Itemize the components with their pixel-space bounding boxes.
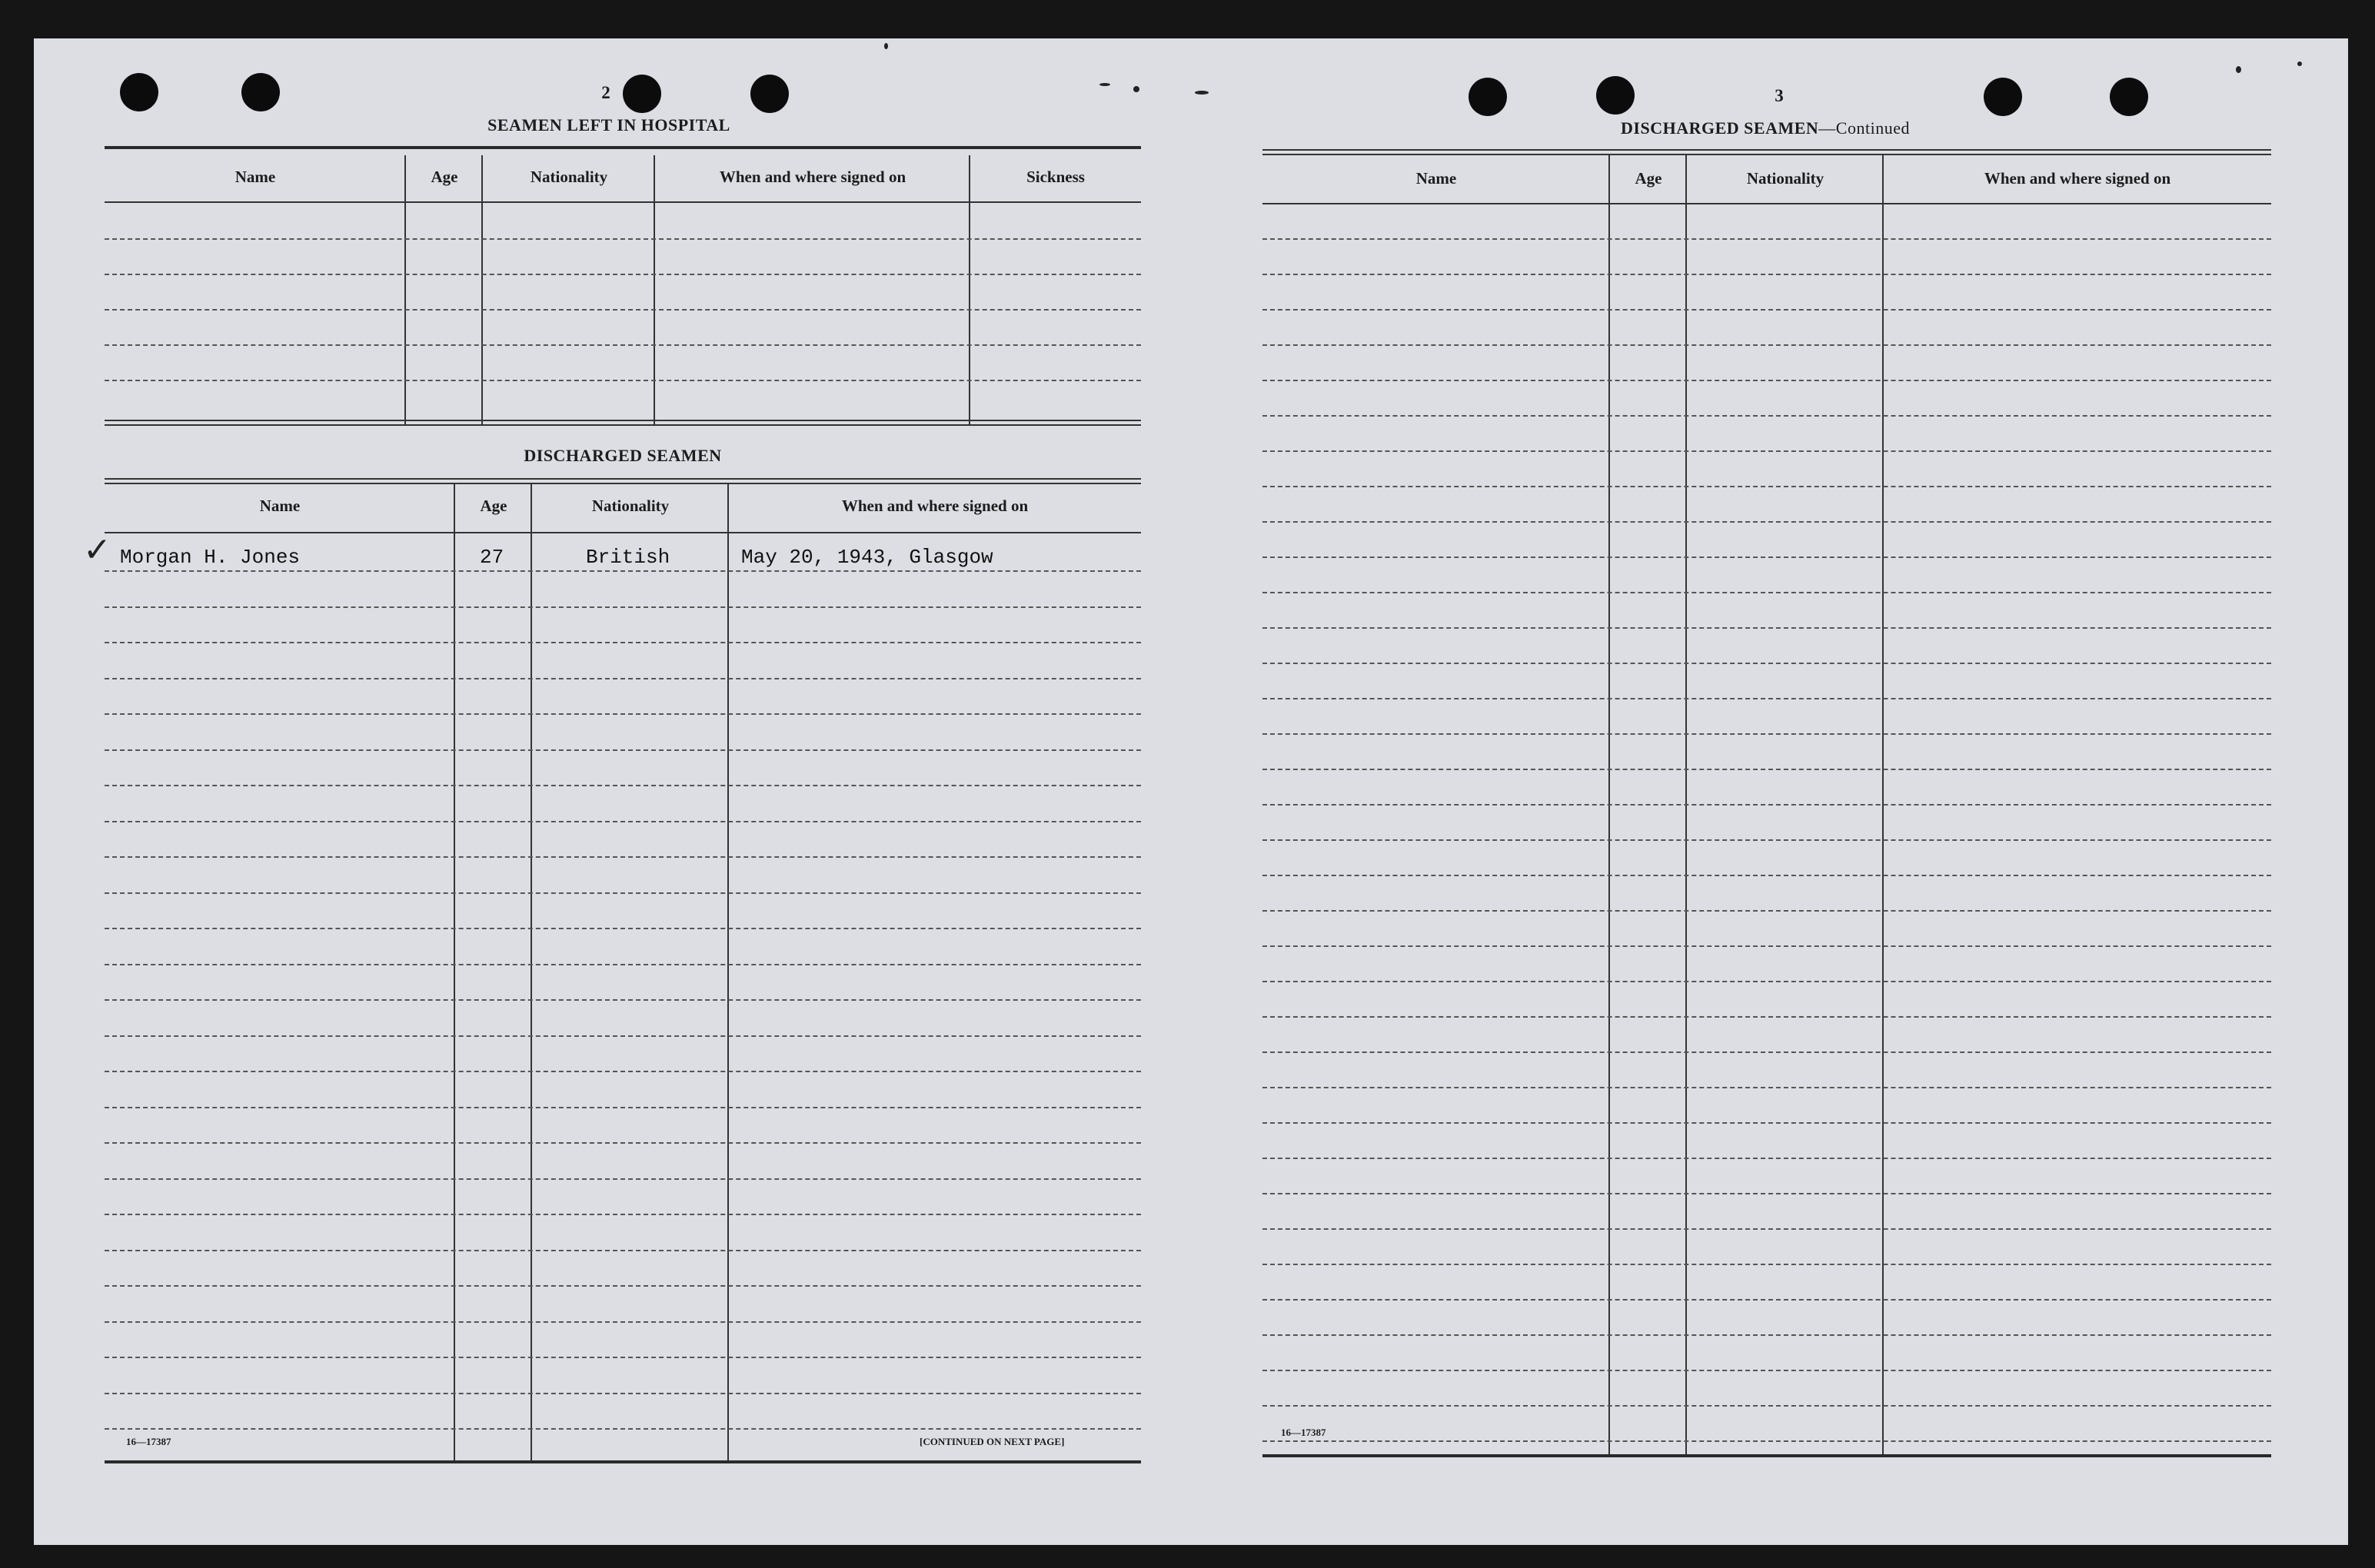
ruling-line [1262,238,2271,240]
ruling-line [1262,910,2271,912]
punch-hole [1984,78,2022,116]
ruling-line [105,892,1141,894]
ruling-line [105,1321,1141,1323]
ruling-line [105,928,1141,929]
form-number-left: 16—17387 [126,1436,171,1447]
hospital-col-signed-on: When and where signed on [719,168,906,186]
ruling-line [1262,344,2271,346]
ruling-line [1262,663,2271,664]
ruling-line [1262,1016,2271,1018]
ruling-line [105,1428,1141,1430]
ruling-line [1262,627,2271,629]
discharged-col-name: Name [259,497,301,515]
ruling-line [1262,1264,2271,1265]
ruling-line [1262,839,2271,841]
ruling-line [105,749,1141,751]
ruling-line [105,964,1141,965]
punch-hole [623,75,661,113]
punch-hole [241,73,280,111]
ruling-line [1262,1440,2271,1442]
hospital-col-age: Age [431,168,458,186]
punch-hole [2110,78,2148,116]
ruling-line [1262,1051,2271,1053]
ruling-line [1262,945,2271,947]
discharged-col-nationality: Nationality [591,497,670,515]
continued-col-nationality: Nationality [1746,169,1824,188]
continued-suffix: —Continued [1818,118,1910,138]
hospital-section-title: SEAMEN LEFT IN HOSPITAL [487,115,730,135]
ruling-line [105,1035,1141,1037]
page-number-left: 2 [601,83,610,102]
ruling-line [1262,415,2271,417]
ruling-line [105,713,1141,715]
ruling-line [1262,592,2271,593]
ruling-line [105,1250,1141,1251]
discharged-section-title: DISCHARGED SEAMEN [524,446,722,465]
speck [1133,86,1139,92]
ruling-line [1262,875,2271,876]
ruling-line [105,1214,1141,1215]
ruling-line [105,999,1141,1001]
ruling-line [1262,733,2271,735]
discharged-row-name: Morgan H. Jones [120,546,301,569]
ruling-line [1262,981,2271,982]
discharged-row-nationality: British [586,546,670,569]
discharged-continued-title [1621,118,1910,138]
ruling-line [105,1285,1141,1287]
ruling-line [105,821,1141,822]
ruling-line [1262,1370,2271,1371]
ruling-line [105,570,1141,572]
continued-col-name: Name [1415,169,1457,188]
ruling-line [1262,1122,2271,1124]
hospital-col-sickness: Sickness [1026,168,1085,186]
ruling-line [1262,769,2271,770]
punch-hole [1469,78,1507,116]
ruling-line [1262,1228,2271,1230]
ruling-line [1262,698,2271,699]
punch-hole [750,75,789,113]
speck [1099,83,1110,86]
continued-col-age: Age [1635,169,1662,188]
speck [1195,91,1209,95]
continued-note: [CONTINUED ON NEXT PAGE] [920,1436,1065,1447]
check-mark-icon: ✓ [83,530,111,570]
ruling-line [105,856,1141,858]
ruling-line [105,785,1141,786]
ruling-line [105,1178,1141,1180]
ruling-line [1262,521,2271,523]
ruling-line [1262,1405,2271,1407]
ruling-line [1262,380,2271,381]
ruling-line [105,1393,1141,1394]
ruling-line [1262,804,2271,806]
ruling-line [105,1357,1141,1358]
ruling-line [105,1071,1141,1072]
ruling-line [105,606,1141,608]
discharged-row-signed-on: May 20, 1943, Glasgow [741,546,993,569]
ruling-line [1262,1334,2271,1336]
discharged-continued-title-text: DISCHARGED SEAMEN [1621,118,1819,138]
hospital-col-nationality: Nationality [530,168,608,186]
punch-hole [120,73,158,111]
punch-hole [1596,76,1635,115]
discharged-row-age: 27 [480,546,504,569]
speck [2236,66,2241,73]
speck [2297,61,2302,66]
ruling-line [1262,1193,2271,1194]
ruling-line [1262,1299,2271,1301]
hospital-col-name: Name [235,168,276,186]
discharged-col-age: Age [480,497,507,515]
continued-col-signed-on: When and where signed on [1984,169,2171,188]
ruling-line [1262,450,2271,452]
form-number-right: 16—17387 [1281,1427,1326,1438]
ruling-line [1262,1158,2271,1159]
speck [884,43,888,49]
ruling-line [105,678,1141,679]
ruling-line [105,1107,1141,1108]
discharged-col-signed-on: When and where signed on [841,497,1029,515]
ruling-line [1262,309,2271,311]
ruling-line [1262,556,2271,558]
ruling-line [1262,274,2271,275]
ruling-line [105,1142,1141,1144]
ruling-line [1262,1087,2271,1088]
ruling-line [105,642,1141,643]
document-sheet [34,38,2348,1545]
page-number-right: 3 [1775,86,1784,105]
ruling-line [1262,486,2271,487]
